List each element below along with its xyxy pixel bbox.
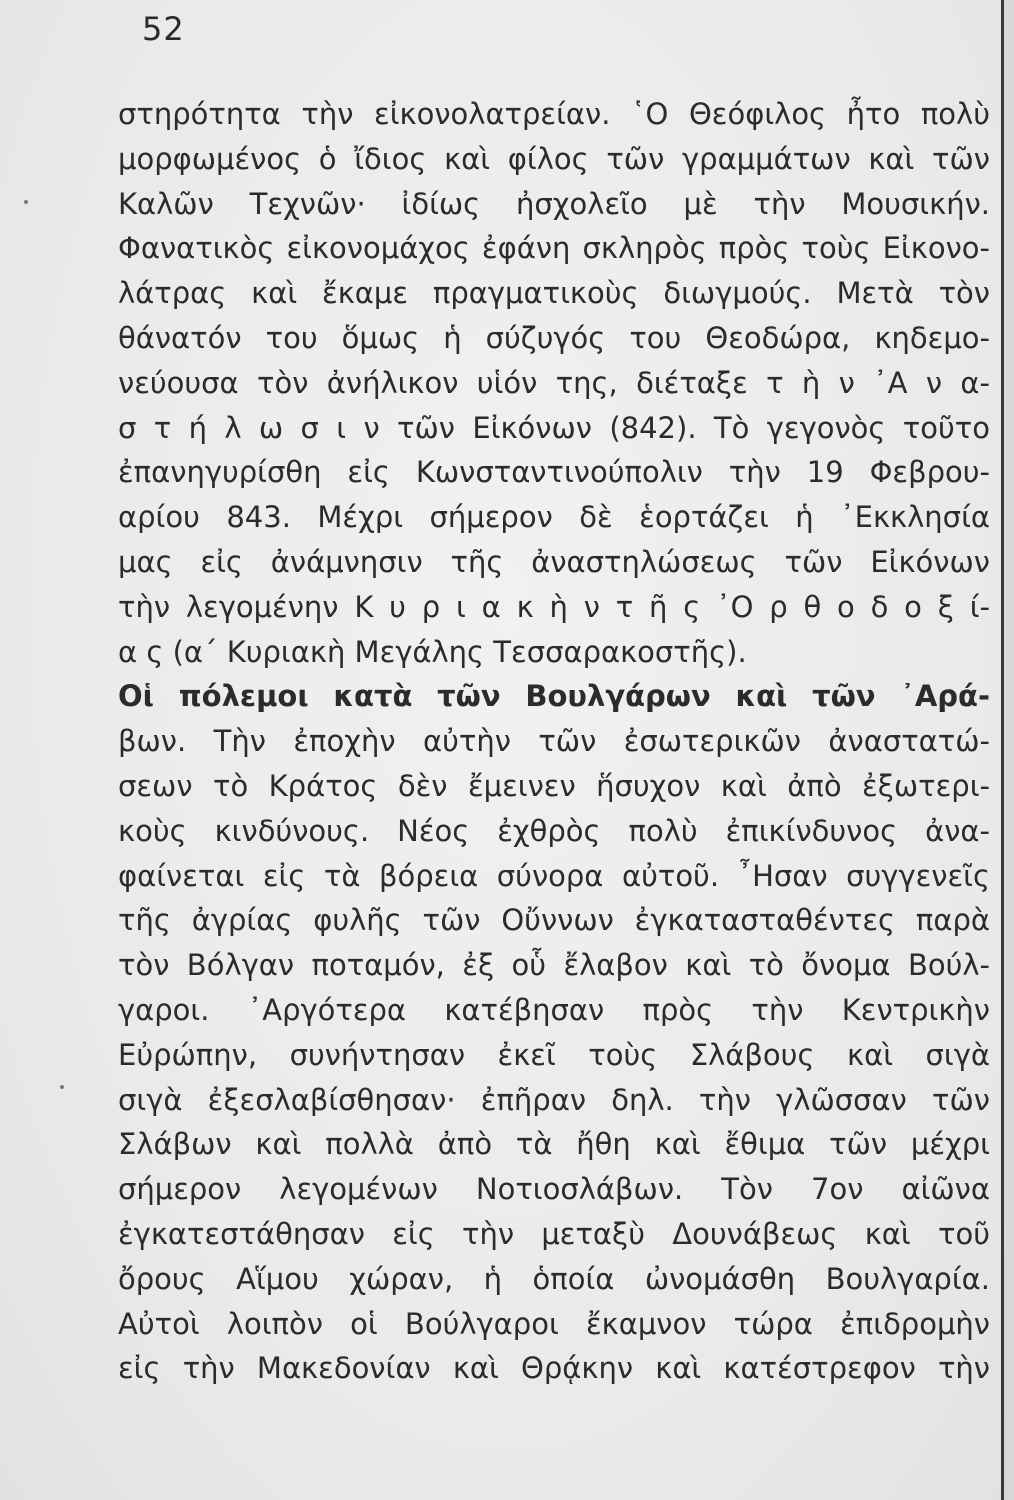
text-line: ἐπανηγυρίσθη εἰς Κωνσταντινούπολιν τὴν 19 Φεβρου- bbox=[118, 455, 990, 490]
body-text bbox=[118, 92, 990, 1391]
scan-speck bbox=[24, 200, 28, 204]
scan-speck bbox=[60, 1085, 64, 1089]
text-line: Καλῶν Τεχνῶν· ἰδίως ἠσχολεῖο μὲ τὴν Μουσικήν. bbox=[118, 186, 990, 221]
text-line: κοὺς κινδύνους. Νέος ἐχθρὸς πολὺ ἐπικίνδυνος ἀνα- bbox=[118, 813, 990, 848]
page-edge-line bbox=[1001, 0, 1004, 1500]
text-line: τὸν Βόλγαν ποταμόν, ἐξ οὗ ἔλαβον καὶ τὸ ὄνομα Βούλ- bbox=[118, 948, 990, 983]
text-line: σήμερον λεγομένων Νοτιοσλάβων. Τὸν 7ον αἰῶνα bbox=[118, 1172, 990, 1207]
text-line: μορφωμένος ὁ ἴδιος καὶ φίλος τῶν γραμμάτων καὶ τῶν bbox=[118, 141, 990, 176]
page-edge-shadow bbox=[1004, 0, 1014, 1500]
text-line: Φανατικὸς εἰκονομάχος ἐφάνη σκληρὸς πρὸς τοὺς Εἰκονο- bbox=[118, 231, 990, 266]
text-line: σεων τὸ Κράτος δὲν ἔμεινεν ἥσυχον καὶ ἀπὸ ἐξωτερι- bbox=[118, 768, 990, 803]
text-line: ὄρους Αἵμου χώραν, ἡ ὁποία ὠνομάσθη Βουλγαρία. bbox=[118, 1261, 990, 1296]
text-line: σιγὰ ἐξεσλαβίσθησαν· ἐπῆραν δηλ. τὴν γλῶσσαν τῶν bbox=[118, 1082, 990, 1117]
text-line: μας εἰς ἀνάμνησιν τῆς ἀναστηλώσεως τῶν Εἰκόνων bbox=[118, 544, 990, 579]
page-number: 52 bbox=[142, 10, 185, 48]
text-line: Σλάβων καὶ πολλὰ ἀπὸ τὰ ἤθη καὶ ἔθιμα τῶν μέχρι bbox=[118, 1127, 990, 1162]
text-line: τῆς ἀγρίας φυλῆς τῶν Οὔννων ἐγκατασταθέντες παρὰ bbox=[118, 903, 990, 938]
text-line: σ τ ή λ ω σ ι ν τῶν Εἰκόνων (842). Τὸ γεγονὸς τοῦτο bbox=[118, 410, 990, 445]
text-line: α ς (α΄ Κυριακὴ Μεγάλης Τεσσαρακοστῆς). bbox=[118, 634, 747, 669]
text-line: θάνατόν του ὅμως ἡ σύζυγός του Θεοδώρα, κηδεμο- bbox=[118, 320, 990, 355]
section-heading-line: Οἱ πόλεμοι κατὰ τῶν Βουλγάρων καὶ τῶν ᾿Αρά- bbox=[118, 679, 990, 714]
text-line: εἰς τὴν Μακεδονίαν καὶ Θρᾴκην καὶ κατέστρεφον τὴν bbox=[118, 1351, 990, 1386]
text-line: λάτρας καὶ ἔκαμε πραγματικοὺς διωγμούς. Μετὰ τὸν bbox=[118, 276, 990, 311]
text-line: βων. Τὴν ἐποχὴν αὐτὴν τῶν ἐσωτερικῶν ἀναστατώ- bbox=[118, 724, 990, 759]
text-line: αρίου 843. Μέχρι σήμερον δὲ ἑορτάζει ἡ ᾿Εκκλησία bbox=[118, 500, 990, 535]
text-line: ἐγκατεστάθησαν εἰς τὴν μεταξὺ Δουνάβεως καὶ τοῦ bbox=[118, 1216, 990, 1251]
text-line: τὴν λεγομένην Κ υ ρ ι α κ ὴ ν τ ῆ ς ᾿Ο ρ θ ο δ ο ξ ί- bbox=[118, 589, 990, 624]
text-line: γαροι. ᾿Αργότερα κατέβησαν πρὸς τὴν Κεντρικὴν bbox=[118, 992, 990, 1027]
text-line: Αὐτοὶ λοιπὸν οἱ Βούλγαροι ἔκαμνον τώρα ἐπιδρομὴν bbox=[118, 1306, 990, 1341]
text-line: στηρότητα τὴν εἰκονολατρείαν. ῾Ο Θεόφιλος ἦτο πολὺ bbox=[118, 97, 990, 131]
text-line: φαίνεται εἰς τὰ βόρεια σύνορα αὐτοῦ. ῏Ησαν συγγενεῖς bbox=[118, 858, 990, 893]
text-line: Εὐρώπην, συνήντησαν ἐκεῖ τοὺς Σλάβους καὶ σιγὰ bbox=[118, 1037, 990, 1072]
text-line: νεύουσα τὸν ἀνήλικον υἱόν της, διέταξε τ ὴ ν ᾿Α ν α- bbox=[118, 365, 990, 400]
